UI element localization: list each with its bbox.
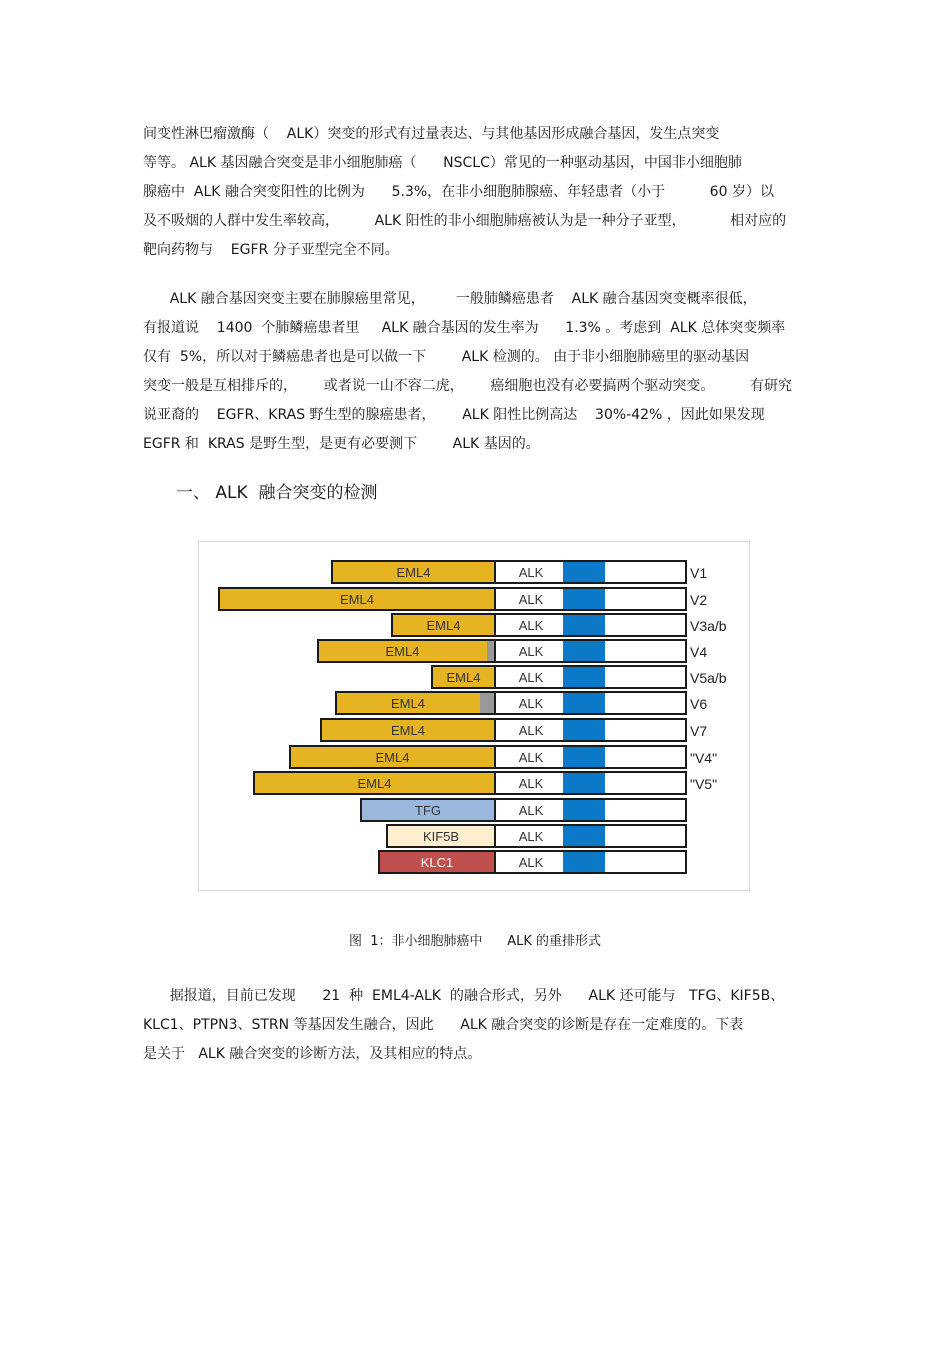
fusion-row [219, 588, 707, 610]
fusion-row [387, 825, 686, 847]
text-line: KLC1、PTPN3、STRN 等基因发生融合，因此 ALK 融合突变的诊断是存在一定难度的。下表 [143, 1017, 744, 1033]
alk-kinase-domain [563, 800, 605, 820]
text-line: 腺癌中 ALK 融合突变阳性的比例为 5.3%，在非小细胞肺腺癌、年轻患者（小于 60 岁）以 [143, 184, 774, 200]
text-line: 有报道说 1400 个肺鳞癌患者里 ALK 融合基因的发生率为 1.3% 。考虑到 ALK 总体突变频率 [143, 320, 786, 336]
text-line: 据报道，目前已发现 21 种 EML4-ALK 的融合形式，另外 ALK 还可能与 TFG、KIF5B、 [143, 988, 785, 1004]
partner-gene-label: EML4 [375, 750, 410, 765]
alk-kinase-domain [563, 615, 605, 635]
partner-gene-label: EML4 [385, 644, 420, 659]
fusion-row [336, 692, 707, 714]
partner-gene-label: KIF5B [422, 829, 460, 844]
variant-label: "V4" [690, 750, 718, 766]
intron-segment [487, 641, 495, 661]
fusion-row [321, 719, 707, 741]
alk-kinase-domain [563, 562, 605, 582]
text-line: 及不吸烟的人群中发生率较高， ALK 阳性的非小细胞肺癌被认为是一种分子亚型， 相对应的 [143, 213, 787, 229]
alk-kinase-domain [563, 773, 605, 793]
alk-label: ALK [518, 696, 544, 711]
alk-label: ALK [518, 644, 544, 659]
alk-kinase-domain [563, 641, 605, 661]
fusion-row [318, 640, 707, 662]
fusion-row [361, 799, 686, 821]
alk-label: ALK [518, 776, 544, 791]
text-line: 是关于 ALK 融合突变的诊断方法，及其相应的特点。 [143, 1046, 482, 1062]
fusion-row [392, 614, 727, 636]
text-line: 突变一般是互相排斥的， 或者说一山不容二虎， 癌细胞也没有必要搞两个驱动突变。 有研究 [143, 378, 793, 394]
alk-kinase-domain [563, 693, 605, 713]
section-heading: 一、 ALK 融合突变的检测 [176, 483, 378, 503]
alk-label: ALK [518, 855, 544, 870]
partner-gene-label: EML4 [391, 696, 425, 711]
alk-label: ALK [518, 723, 544, 738]
alk-label: ALK [518, 565, 544, 580]
variant-label: V2 [690, 592, 708, 608]
alk-label: ALK [518, 670, 544, 685]
partner-gene-label: KLC1 [420, 855, 454, 870]
text-line: ALK 融合基因突变主要在肺腺癌里常见， 一般肺鳞癌患者 ALK 融合基因突变概率很低， [143, 291, 757, 307]
alk-fusion-figure [198, 541, 750, 891]
alk-label: ALK [518, 829, 544, 844]
variant-label: "V5" [690, 776, 718, 792]
alk-label: ALK [518, 750, 544, 765]
text-line: 等等。 ALK 基因融合突变是非小细胞肺癌（ NSCLC）常见的一种驱动基因，中国非小细胞肺 [143, 155, 742, 171]
alk-kinase-domain [563, 826, 605, 846]
variant-label: V1 [690, 565, 708, 581]
text-line: 仅有 5%，所以对于鳞癌患者也是可以做一下 ALK 检测的。 由于非小细胞肺癌里的驱动基因 [143, 349, 750, 365]
variant-label: V6 [690, 696, 708, 712]
text-line: EGFR 和 KRAS 是野生型，是更有必要测下 ALK 基因的。 [143, 436, 540, 452]
partner-gene-label: EML4 [446, 670, 481, 685]
partner-gene-label: TFG [415, 803, 441, 818]
partner-gene-label: EML4 [426, 618, 461, 633]
text-line: 间变性淋巴瘤激酶（ ALK）突变的形式有过量表达、与其他基因形成融合基因，发生点突变 [143, 126, 720, 142]
variant-label: V7 [690, 723, 708, 739]
alk-label: ALK [518, 618, 544, 633]
alk-label: ALK [518, 592, 544, 607]
text-line: 说亚裔的 EGFR、KRAS 野生型的腺癌患者， ALK 阳性比例高达 30%-42% ，因此如果发现 [143, 407, 765, 423]
alk-kinase-domain [563, 720, 605, 740]
intron-segment [480, 693, 495, 713]
fusion-row [332, 561, 707, 583]
partner-gene-label: EML4 [391, 723, 425, 738]
alk-kinase-domain [563, 667, 605, 687]
alk-kinase-domain [563, 589, 605, 609]
fusion-diagram [199, 542, 751, 892]
figure-caption: 图 1：非小细胞肺癌中 ALK 的重排形式 [348, 934, 602, 949]
partner-gene-label: EML4 [340, 592, 374, 607]
alk-kinase-domain [563, 852, 605, 872]
fusion-row [432, 666, 727, 688]
alk-kinase-domain [563, 747, 605, 767]
partner-gene-label: EML4 [396, 565, 431, 580]
variant-label: V5a/b [690, 670, 727, 686]
variant-label: V4 [690, 644, 708, 660]
fusion-row [254, 772, 717, 794]
text-line: 靶向药物与 EGFR 分子亚型完全不同。 [143, 242, 399, 258]
alk-label: ALK [518, 803, 544, 818]
partner-gene-label: EML4 [357, 776, 392, 791]
variant-label: V3a/b [690, 618, 727, 634]
fusion-row [379, 851, 686, 873]
fusion-row [290, 746, 717, 768]
